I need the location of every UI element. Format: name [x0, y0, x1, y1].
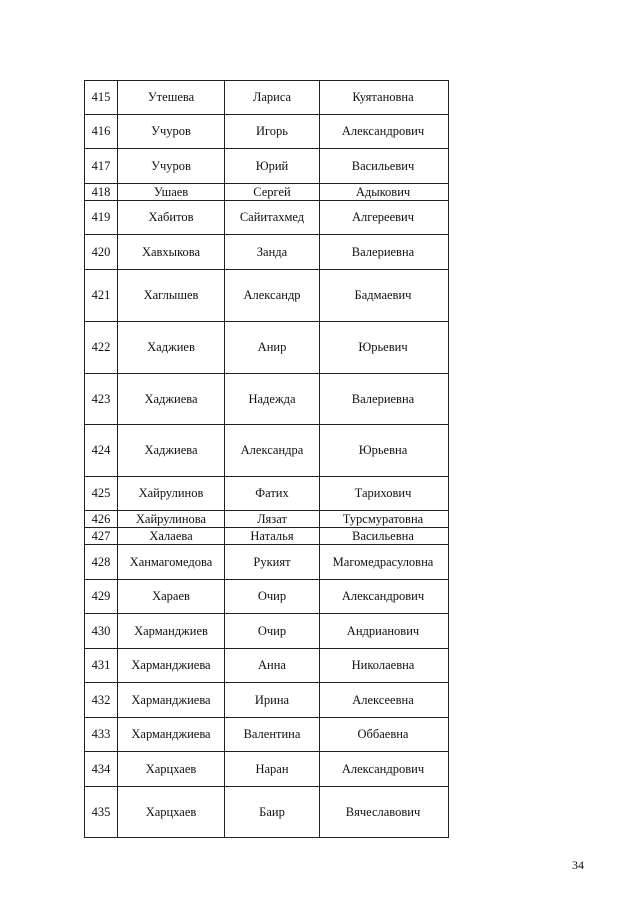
page-number: 34 — [572, 858, 584, 872]
first-name: Рукият — [225, 545, 320, 579]
table-row — [85, 115, 448, 149]
patronymic: Магомедрасуловна — [332, 554, 434, 569]
table-row — [85, 425, 448, 477]
table-row — [85, 201, 448, 235]
first-name: Надежда — [225, 374, 320, 424]
first-name: Игорь — [225, 115, 320, 148]
row-number: 418 — [85, 184, 118, 200]
row-number: 423 — [85, 374, 118, 424]
last-name: Хайрулинова — [118, 511, 225, 527]
table-row — [85, 322, 448, 374]
last-name: Харманджиева — [118, 649, 225, 682]
first-name: Баир — [225, 787, 320, 837]
table-row — [85, 511, 448, 528]
last-name: Ушаев — [118, 184, 225, 200]
patronymic: Оббаевна — [357, 727, 409, 742]
first-name: Сайитахмед — [225, 201, 320, 234]
row-number: 430 — [85, 614, 118, 648]
last-name: Харманджиева — [118, 683, 225, 717]
last-name: Учуров — [118, 115, 225, 148]
table-row — [85, 683, 448, 718]
patronymic: Тарихович — [354, 486, 412, 501]
row-number: 415 — [85, 81, 118, 114]
row-number: 420 — [85, 235, 118, 269]
table-row — [85, 477, 448, 511]
patronymic: Валериевна — [351, 244, 415, 259]
table-row — [85, 752, 448, 787]
patronymic: Васильевич — [351, 158, 415, 173]
table-row — [85, 184, 448, 201]
first-name: Очир — [225, 614, 320, 648]
patronymic: Куятановна — [352, 90, 414, 105]
table-row — [85, 718, 448, 752]
patronymic: Васильевна — [352, 528, 414, 543]
last-name: Утешева — [118, 81, 225, 114]
patronymic: Андрианович — [346, 623, 420, 638]
row-number: 429 — [85, 580, 118, 613]
patronymic: Алексеевна — [352, 692, 414, 707]
last-name: Харманджиева — [118, 718, 225, 751]
last-name: Хаглышев — [118, 270, 225, 321]
last-name: Учуров — [118, 149, 225, 183]
last-name: Хаджиева — [118, 425, 225, 476]
row-number: 433 — [85, 718, 118, 751]
patronymic: Адыкович — [355, 184, 411, 199]
table-row — [85, 580, 448, 614]
first-name: Фатих — [225, 477, 320, 510]
row-number: 417 — [85, 149, 118, 183]
row-number: 424 — [85, 425, 118, 476]
patronymic: Юрьевна — [358, 443, 408, 458]
patronymic: Александрович — [341, 124, 425, 139]
last-name: Хавхыкова — [118, 235, 225, 269]
patronymic: Алгереевич — [352, 210, 414, 225]
table-row — [85, 787, 448, 838]
row-number: 422 — [85, 322, 118, 373]
row-number: 431 — [85, 649, 118, 682]
table-row — [85, 270, 448, 322]
first-name: Ирина — [225, 683, 320, 717]
row-number: 428 — [85, 545, 118, 579]
first-name: Лязат — [225, 511, 320, 527]
table-row — [85, 374, 448, 425]
last-name: Харцхаев — [118, 752, 225, 786]
table-row — [85, 545, 448, 580]
last-name: Хаджиева — [118, 374, 225, 424]
row-number: 434 — [85, 752, 118, 786]
row-number: 432 — [85, 683, 118, 717]
first-name: Лариса — [225, 81, 320, 114]
last-name: Хаджиев — [118, 322, 225, 373]
first-name: Анна — [225, 649, 320, 682]
patronymic: Николаевна — [351, 658, 415, 673]
table-row — [85, 528, 448, 545]
row-number: 419 — [85, 201, 118, 234]
table-row — [85, 149, 448, 184]
table-row — [85, 649, 448, 683]
names-table — [84, 80, 449, 838]
first-name: Александр — [225, 270, 320, 321]
row-number: 435 — [85, 787, 118, 837]
patronymic: Александрович — [341, 761, 425, 776]
patronymic: Юрьевич — [358, 340, 408, 355]
row-number: 416 — [85, 115, 118, 148]
first-name: Наталья — [225, 528, 320, 544]
row-number: 427 — [85, 528, 118, 544]
last-name: Хайрулинов — [118, 477, 225, 510]
patronymic: Александрович — [341, 589, 425, 604]
patronymic: Турсмуратовна — [342, 511, 424, 526]
last-name: Хабитов — [118, 201, 225, 234]
row-number: 421 — [85, 270, 118, 321]
first-name: Занда — [225, 235, 320, 269]
last-name: Ханмагомедова — [118, 545, 225, 579]
first-name: Наран — [225, 752, 320, 786]
last-name: Халаева — [118, 528, 225, 544]
patronymic: Вячеславович — [345, 804, 421, 819]
row-number: 426 — [85, 511, 118, 527]
last-name: Хараев — [118, 580, 225, 613]
first-name: Александра — [225, 425, 320, 476]
row-number: 425 — [85, 477, 118, 510]
first-name: Валентина — [225, 718, 320, 751]
table-row — [85, 235, 448, 270]
first-name: Анир — [225, 322, 320, 373]
first-name: Сергей — [225, 184, 320, 200]
last-name: Харцхаев — [118, 787, 225, 837]
first-name: Юрий — [225, 149, 320, 183]
patronymic: Бадмаевич — [354, 288, 412, 303]
last-name: Харманджиев — [118, 614, 225, 648]
patronymic: Валериевна — [351, 391, 415, 406]
table-row — [85, 614, 448, 649]
table-row — [85, 80, 448, 115]
first-name: Очир — [225, 580, 320, 613]
